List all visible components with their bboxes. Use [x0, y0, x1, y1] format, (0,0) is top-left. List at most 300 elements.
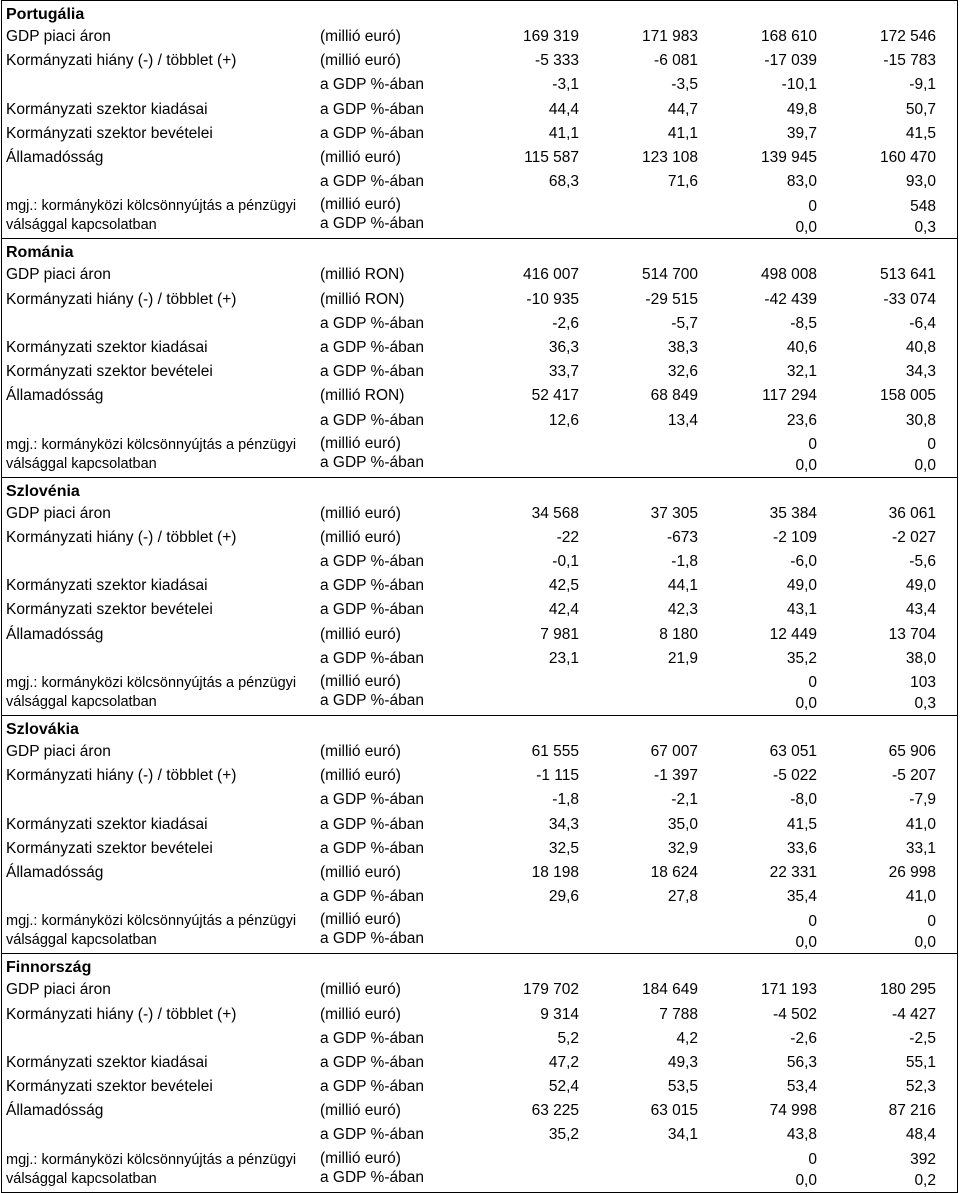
row-value: 38,3: [667, 338, 698, 356]
row-label: Kormányzati szektor bevételei: [6, 601, 213, 619]
note-units: [320, 909, 480, 953]
row-value: 56,3: [786, 1053, 817, 1071]
row-value: -10,1: [781, 76, 817, 94]
note-value-row: [480, 433, 942, 456]
note-unit-2: a GDP %-ában: [320, 215, 424, 233]
row-value: 7 981: [540, 625, 579, 643]
row-value: 27,8: [667, 888, 698, 906]
row-value: 47,2: [548, 1053, 579, 1071]
row-label: Kormányzati szektor kiadásai: [6, 815, 208, 833]
row-value: 38,0: [905, 649, 936, 667]
row-value: -9,1: [909, 76, 936, 94]
country-section: [2, 477, 957, 715]
note-label: mgj.: kormányközi kölcsönnyújtás a pénzügyi válsággal kapcsolatban: [6, 1151, 297, 1187]
note-row: [2, 909, 957, 953]
note-value: 0,2: [914, 1172, 936, 1190]
table-row: [2, 170, 957, 194]
row-unit: a GDP %-ában: [320, 363, 424, 381]
row-value: 37 305: [650, 504, 698, 522]
row-value: -5 333: [535, 52, 579, 70]
table-row: [2, 550, 957, 574]
row-value: -15 783: [883, 52, 936, 70]
note-unit-2: a GDP %-ában: [320, 1168, 424, 1186]
note-unit-1: (millió euró): [320, 1149, 401, 1167]
row-value: 43,1: [786, 601, 817, 619]
note-label: mgj.: kormányközi kölcsönnyújtás a pénzügyi válsággal kapcsolatban: [6, 674, 297, 710]
row-value: 63 225: [531, 1102, 579, 1120]
row-value: 71,6: [667, 173, 698, 191]
table-row: [2, 1075, 957, 1099]
row-value: 160 470: [879, 149, 936, 167]
row-unit: (millió euró): [320, 863, 401, 881]
table-row: [2, 263, 957, 287]
row-value: 87 216: [888, 1102, 936, 1120]
row-unit: a GDP %-ában: [320, 173, 424, 191]
row-unit: (millió euró): [320, 1102, 401, 1120]
table-row: [2, 312, 957, 336]
row-value: -1 115: [536, 767, 579, 785]
note-row: [2, 1148, 957, 1192]
row-label: Kormányzati szektor bevételei: [6, 839, 213, 857]
note-units: [320, 194, 480, 238]
row-value: -673: [666, 528, 698, 546]
row-value: 36,3: [548, 338, 579, 356]
row-value: 52,3: [905, 1078, 936, 1096]
row-label: Kormányzati szektor bevételei: [6, 363, 213, 381]
note-unit-2: a GDP %-ában: [320, 453, 424, 471]
row-value: 52 417: [531, 387, 579, 405]
row-unit: a GDP %-ában: [320, 1053, 424, 1071]
note-unit-1: (millió euró): [320, 196, 401, 214]
row-value: -5 207: [892, 767, 936, 785]
row-value: 13,4: [667, 411, 698, 429]
row-value: 42,4: [548, 601, 579, 619]
row-value: -3,5: [671, 76, 698, 94]
row-value: 42,5: [548, 577, 579, 595]
row-value: 68,3: [548, 173, 579, 191]
row-value: 172 546: [879, 28, 936, 46]
row-unit: a GDP %-ában: [320, 1029, 424, 1047]
row-unit: (millió RON): [320, 290, 405, 308]
row-value: 41,1: [548, 124, 579, 142]
row-unit: a GDP %-ában: [320, 76, 424, 94]
note-units: [320, 1148, 480, 1192]
row-value: 5,2: [557, 1029, 579, 1047]
row-label: Kormányzati szektor kiadásai: [6, 338, 208, 356]
country-title: Szlovénia: [6, 482, 80, 500]
note-value: 0: [927, 912, 936, 930]
table-row: [2, 598, 957, 622]
row-value: -8,5: [790, 314, 817, 332]
row-label: Kormányzati szektor kiadásai: [6, 100, 208, 118]
row-label: Államadósság: [6, 387, 104, 405]
note-value-row: [480, 1148, 942, 1171]
country-title: Finnország: [6, 959, 92, 977]
note-value: 392: [910, 1151, 936, 1169]
row-label: Kormányzati hiány (-) / többlet (+): [6, 528, 237, 546]
row-unit: a GDP %-ában: [320, 791, 424, 809]
table-row: [2, 1099, 957, 1123]
row-value: -2 109: [773, 528, 817, 546]
table-row: [2, 1051, 957, 1075]
row-value: -2 027: [892, 528, 936, 546]
row-value: 41,0: [905, 815, 936, 833]
note-value: 0,3: [914, 218, 936, 236]
note-value: 0: [808, 912, 817, 930]
row-value: -33 074: [883, 290, 936, 308]
note-values: [480, 433, 942, 477]
table-row: [2, 623, 957, 647]
row-unit: (millió euró): [320, 52, 401, 70]
note-value: 548: [910, 197, 936, 215]
row-value: -6,0: [790, 553, 817, 571]
row-value: 53,4: [786, 1078, 817, 1096]
row-value: 50,7: [905, 100, 936, 118]
row-label: GDP piaci áron: [6, 743, 111, 761]
row-label: Kormányzati szektor bevételei: [6, 1078, 213, 1096]
row-value: 23,6: [786, 411, 817, 429]
table-row: [2, 73, 957, 97]
row-value: 29,6: [548, 888, 579, 906]
row-unit: (millió euró): [320, 743, 401, 761]
row-value: 63 015: [650, 1102, 698, 1120]
country-section: [2, 953, 957, 1191]
row-value: -5 022: [773, 767, 817, 785]
row-value: 30,8: [905, 411, 936, 429]
country-title: Szlovákia: [6, 720, 79, 738]
row-unit: (millió euró): [320, 528, 401, 546]
row-value: 4,2: [676, 1029, 698, 1047]
table-row: [2, 837, 957, 861]
row-value: 43,8: [786, 1126, 817, 1144]
row-value: 49,8: [786, 100, 817, 118]
row-value: 13 704: [888, 625, 936, 643]
row-value: 61 555: [531, 743, 579, 761]
note-values: [480, 194, 942, 238]
table-row: [2, 288, 957, 312]
row-value: 49,0: [905, 577, 936, 595]
row-value: 8 180: [659, 625, 698, 643]
row-value: -1,8: [671, 553, 698, 571]
row-value: 34,3: [548, 815, 579, 833]
row-value: 513 641: [879, 266, 936, 284]
row-value: 83,0: [786, 173, 817, 191]
row-value: -0,1: [552, 553, 579, 571]
row-value: 32,9: [667, 839, 698, 857]
row-value: 12 449: [769, 625, 817, 643]
note-unit-1: (millió euró): [320, 911, 401, 929]
row-label: GDP piaci áron: [6, 28, 111, 46]
row-value: 21,9: [667, 649, 698, 667]
row-value: 67 007: [650, 743, 698, 761]
row-value: 26 998: [888, 863, 936, 881]
table-row: [2, 574, 957, 598]
note-unit-1: (millió euró): [320, 672, 401, 690]
row-unit: (millió euró): [320, 504, 401, 522]
row-value: 35,4: [786, 888, 817, 906]
row-label: Kormányzati szektor bevételei: [6, 124, 213, 142]
note-value: 0,3: [914, 695, 936, 713]
row-value: 43,4: [905, 601, 936, 619]
row-value: 7 788: [659, 1005, 698, 1023]
note-values: [480, 909, 942, 953]
row-value: 416 007: [522, 266, 579, 284]
note-value: 0,0: [914, 933, 936, 951]
table-row: [2, 360, 957, 384]
table-row: [2, 813, 957, 837]
row-value: 55,1: [905, 1053, 936, 1071]
row-value: 40,8: [905, 338, 936, 356]
note-row: [2, 194, 957, 238]
table-row: [2, 1027, 957, 1051]
table-row: [2, 98, 957, 122]
row-value: 117 294: [762, 387, 817, 405]
row-value: -7,9: [909, 791, 936, 809]
row-unit: a GDP %-ában: [320, 649, 424, 667]
row-label: Kormányzati hiány (-) / többlet (+): [6, 767, 237, 785]
table-row: [2, 49, 957, 73]
row-label: Kormányzati hiány (-) / többlet (+): [6, 1005, 237, 1023]
row-value: 34 568: [531, 504, 579, 522]
row-value: 514 700: [641, 266, 698, 284]
row-label: GDP piaci áron: [6, 981, 111, 999]
table-row: [2, 1123, 957, 1147]
row-value: -3,1: [552, 76, 579, 94]
row-value: 44,7: [667, 100, 698, 118]
row-value: -6,4: [909, 314, 936, 332]
row-value: 184 649: [641, 981, 698, 999]
country-section: [2, 715, 957, 953]
row-value: 53,5: [667, 1078, 698, 1096]
row-label: GDP piaci áron: [6, 504, 111, 522]
table-row: [2, 885, 957, 909]
row-label: Kormányzati hiány (-) / többlet (+): [6, 52, 237, 70]
note-value-row: [480, 932, 942, 953]
country-title: Portugália: [6, 6, 85, 23]
row-value: -5,6: [909, 553, 936, 571]
row-value: 32,1: [786, 363, 817, 381]
country-title: Románia: [6, 244, 74, 262]
note-values: [480, 1148, 942, 1192]
row-unit: a GDP %-ában: [320, 839, 424, 857]
note-value-row: [480, 694, 942, 715]
row-label: Kormányzati hiány (-) / többlet (+): [6, 290, 237, 308]
row-value: 44,1: [667, 577, 698, 595]
row-value: 123 108: [641, 149, 698, 167]
row-unit: a GDP %-ában: [320, 815, 424, 833]
row-value: 171 983: [641, 28, 698, 46]
row-label: Államadósság: [6, 863, 104, 881]
note-value: 0: [808, 1151, 817, 1169]
note-value: 0: [808, 197, 817, 215]
row-value: -2,6: [552, 314, 579, 332]
country-section: [2, 1, 957, 238]
country-section: [2, 238, 957, 476]
row-value: 35 384: [769, 504, 817, 522]
row-value: 39,7: [786, 124, 817, 142]
note-values: [480, 671, 942, 715]
row-value: 115 587: [524, 149, 579, 167]
row-value: 49,3: [667, 1053, 698, 1071]
note-label: mgj.: kormányközi kölcsönnyújtás a pénzügyi válsággal kapcsolatban: [6, 436, 297, 472]
table-row: [2, 788, 957, 812]
row-label: Kormányzati szektor kiadásai: [6, 577, 208, 595]
row-value: -22: [556, 528, 579, 546]
row-value: 35,0: [667, 815, 698, 833]
table-row: [2, 647, 957, 671]
table-row: [2, 764, 957, 788]
row-value: 171 193: [760, 981, 817, 999]
row-value: -5,7: [671, 314, 698, 332]
row-value: 48,4: [905, 1126, 936, 1144]
row-label: Államadósság: [6, 149, 104, 167]
note-unit-2: a GDP %-ában: [320, 930, 424, 948]
row-value: 68 849: [650, 387, 698, 405]
row-unit: (millió euró): [320, 981, 401, 999]
row-value: -2,5: [909, 1029, 936, 1047]
note-value-row: [480, 194, 942, 217]
row-value: 22 331: [769, 863, 817, 881]
note-value: 0: [808, 674, 817, 692]
row-unit: a GDP %-ában: [320, 601, 424, 619]
note-value: 0,0: [914, 457, 936, 475]
row-value: 12,6: [548, 411, 579, 429]
note-row: [2, 433, 957, 477]
note-row: [2, 671, 957, 715]
row-unit: (millió RON): [320, 387, 405, 405]
row-unit: a GDP %-ában: [320, 577, 424, 595]
row-label: Kormányzati szektor kiadásai: [6, 1053, 208, 1071]
row-value: 498 008: [760, 266, 817, 284]
row-unit: (millió euró): [320, 149, 401, 167]
row-value: 74 998: [769, 1102, 817, 1120]
row-unit: a GDP %-ában: [320, 124, 424, 142]
row-value: 33,7: [548, 363, 579, 381]
row-value: 23,1: [548, 649, 579, 667]
row-value: 49,0: [786, 577, 817, 595]
row-label: Államadósság: [6, 625, 104, 643]
table-row: [2, 861, 957, 885]
row-value: -4 502: [773, 1005, 817, 1023]
table-row: [2, 502, 957, 526]
row-value: 63 051: [769, 743, 817, 761]
row-value: 65 906: [888, 743, 936, 761]
note-value: 0,0: [795, 933, 817, 951]
table-row: [2, 146, 957, 170]
note-value-row: [480, 456, 942, 477]
row-value: 168 610: [760, 28, 817, 46]
note-value: 0: [927, 436, 936, 454]
row-unit: a GDP %-ában: [320, 888, 424, 906]
row-value: 179 702: [522, 981, 579, 999]
row-value: -2,6: [790, 1029, 817, 1047]
row-value: 93,0: [905, 173, 936, 191]
table-row: [2, 740, 957, 764]
row-value: 180 295: [879, 981, 936, 999]
note-value: 0,0: [795, 218, 817, 236]
row-value: 139 945: [760, 149, 817, 167]
row-value: -29 515: [645, 290, 698, 308]
table-row: [2, 1002, 957, 1026]
note-value: 0: [808, 436, 817, 454]
row-value: 35,2: [786, 649, 817, 667]
row-unit: a GDP %-ában: [320, 338, 424, 356]
fiscal-data-table: [1, 0, 958, 1193]
table-row: [2, 384, 957, 408]
row-value: 41,1: [667, 124, 698, 142]
row-unit: (millió RON): [320, 266, 405, 284]
row-value: 52,4: [548, 1078, 579, 1096]
note-label: mgj.: kormányközi kölcsönnyújtás a pénzügyi válsággal kapcsolatban: [6, 198, 297, 234]
note-value: 0,0: [795, 695, 817, 713]
table-row: [2, 122, 957, 146]
row-value: 33,1: [905, 839, 936, 857]
note-value-row: [480, 671, 942, 694]
row-unit: a GDP %-ában: [320, 314, 424, 332]
row-value: 18 624: [650, 863, 698, 881]
row-unit: a GDP %-ában: [320, 1126, 424, 1144]
row-unit: (millió euró): [320, 28, 401, 46]
row-value: 35,2: [548, 1126, 579, 1144]
note-value: 0,0: [795, 1172, 817, 1190]
note-value: 0,0: [795, 457, 817, 475]
row-unit: (millió euró): [320, 767, 401, 785]
row-unit: a GDP %-ában: [320, 100, 424, 118]
note-value: 103: [910, 674, 936, 692]
note-units: [320, 671, 480, 715]
note-label: mgj.: kormányközi kölcsönnyújtás a pénzügyi válsággal kapcsolatban: [6, 913, 297, 949]
row-value: 42,3: [667, 601, 698, 619]
table-row: [2, 408, 957, 432]
table-row: [2, 336, 957, 360]
row-value: 41,5: [905, 124, 936, 142]
row-value: -8,0: [790, 791, 817, 809]
row-unit: a GDP %-ában: [320, 553, 424, 571]
row-value: 9 314: [540, 1005, 579, 1023]
table-row: [2, 978, 957, 1002]
row-value: 18 198: [531, 863, 579, 881]
row-unit: (millió euró): [320, 1005, 401, 1023]
row-unit: a GDP %-ában: [320, 1078, 424, 1096]
row-value: -1,8: [552, 791, 579, 809]
row-value: 44,4: [548, 100, 579, 118]
row-value: 32,6: [667, 363, 698, 381]
row-value: 33,6: [786, 839, 817, 857]
table-row: [2, 526, 957, 550]
row-value: 34,1: [667, 1126, 698, 1144]
row-value: 40,6: [786, 338, 817, 356]
note-value-row: [480, 217, 942, 238]
note-unit-2: a GDP %-ában: [320, 691, 424, 709]
row-value: -1 397: [654, 767, 698, 785]
row-value: -42 439: [764, 290, 817, 308]
note-value-row: [480, 909, 942, 932]
row-label: GDP piaci áron: [6, 266, 111, 284]
row-unit: (millió euró): [320, 625, 401, 643]
row-value: 34,3: [905, 363, 936, 381]
row-value: -17 039: [764, 52, 817, 70]
row-value: 32,5: [548, 839, 579, 857]
row-value: -6 081: [654, 52, 698, 70]
row-value: -10 935: [526, 290, 579, 308]
row-value: 36 061: [888, 504, 936, 522]
row-value: -4 427: [892, 1005, 936, 1023]
row-value: 169 319: [522, 28, 579, 46]
row-value: 158 005: [879, 387, 936, 405]
note-units: [320, 433, 480, 477]
table-row: [2, 25, 957, 49]
row-value: -2,1: [671, 791, 698, 809]
